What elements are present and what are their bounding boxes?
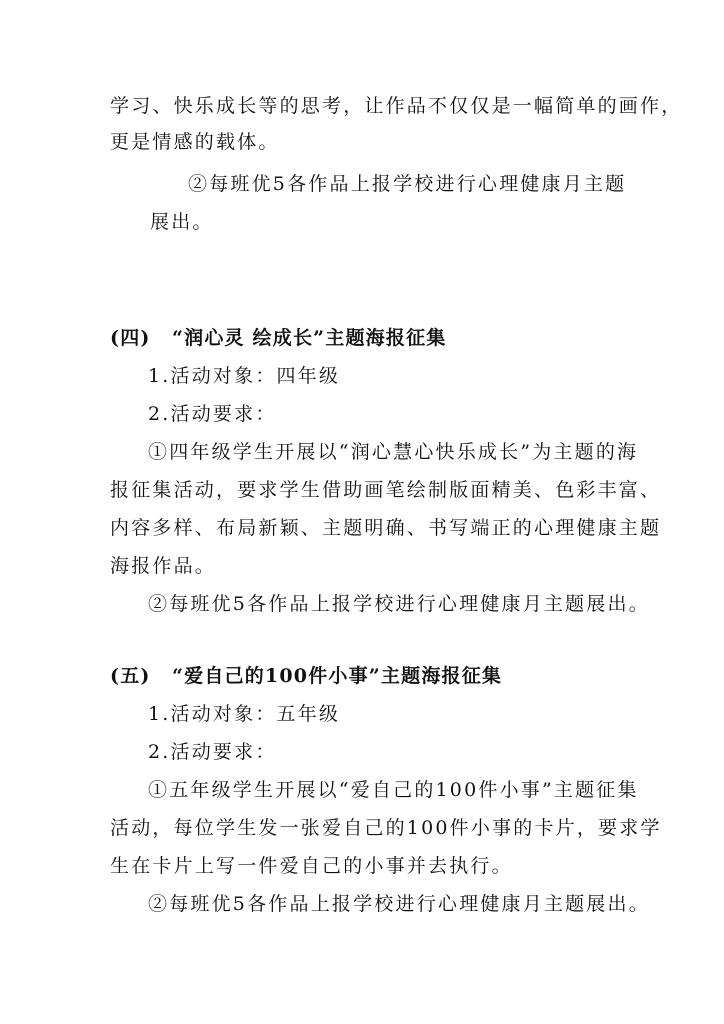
paragraph-line: 报征集活动，要求学生借助画笔绘制版面精美、色彩丰富、 (110, 479, 662, 501)
section-title: “润心灵 绘成长”主题海报征集 (172, 327, 447, 349)
paragraph-line: ①五年级学生开展以“爱自己的100件小事”主题征集 (148, 779, 639, 801)
section-heading-4 (110, 326, 446, 350)
paragraph-line: ①四年级学生开展以“润心慧心快乐成长”为主题的海 (148, 441, 639, 463)
section-number: (五) (110, 665, 151, 687)
paragraph-line: 学习、快乐成长等的思考，让作品不仅仅是一幅简单的画作， (110, 95, 683, 117)
activity-requirements-label: 2.活动要求： (148, 741, 277, 763)
section-number: (四) (110, 327, 151, 349)
activity-target: 1.活动对象：四年级 (148, 365, 341, 387)
section-heading-5 (110, 664, 502, 688)
paragraph-line: ②每班优5各作品上报学校进行心理健康月主题 (188, 173, 627, 195)
paragraph-line: 展出。 (150, 211, 214, 233)
activity-target: 1.活动对象：五年级 (148, 703, 341, 725)
paragraph-line: 更是情感的载体。 (110, 131, 280, 153)
paragraph-line: ②每班优5各作品上报学校进行心理健康月主题展出。 (148, 893, 650, 915)
paragraph-line: 活动，每位学生发一张爱自己的100件小事的卡片，要求学 (110, 817, 662, 839)
paragraph-line: ②每班优5各作品上报学校进行心理健康月主题展出。 (148, 593, 650, 615)
paragraph-line: 海报作品。 (110, 555, 217, 577)
paragraph-line: 内容多样、布局新颖、主题明确、书写端正的心理健康主题 (110, 517, 662, 539)
paragraph-line: 生在卡片上写一件爱自己的小事并去执行。 (110, 855, 513, 877)
activity-requirements-label: 2.活动要求： (148, 403, 277, 425)
section-title: “爱自己的100件小事”主题海报征集 (172, 665, 503, 687)
